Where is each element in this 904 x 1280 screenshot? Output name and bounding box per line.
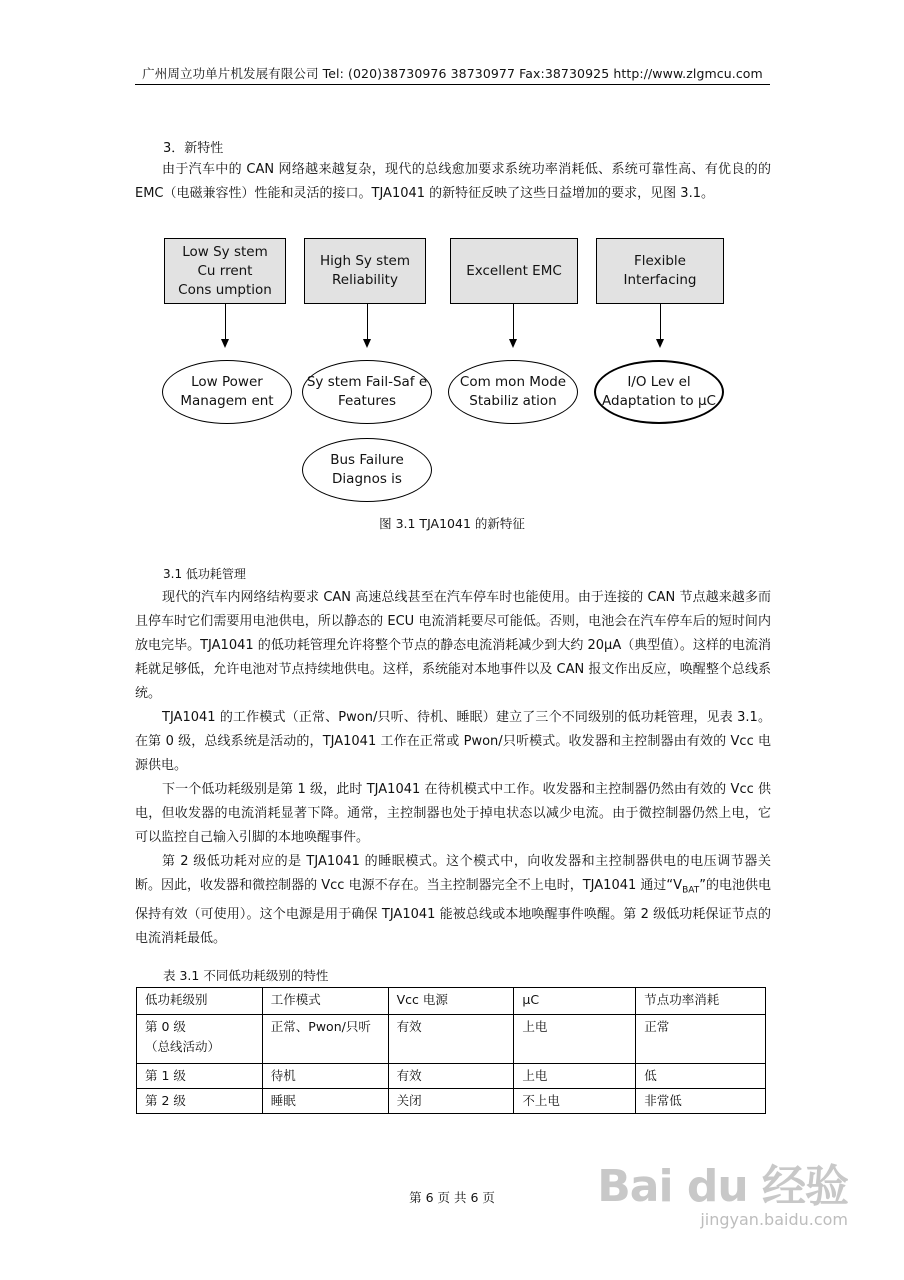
box-low-system-current: Low Sy stem Cu rrent Cons umption [164, 238, 286, 304]
ellipse-low-power-management: Low Power Managem ent [162, 360, 292, 424]
table-cell: 有效 [388, 1064, 514, 1089]
arrow-line-4 [660, 304, 661, 340]
page-footer: 第 6 页 共 6 页 [409, 1190, 495, 1205]
paragraph-2: TJA1041 的工作模式（正常、Pwon/只听、待机、睡眠）建立了三个不同级别的低功耗管理，见表 3.1。在第 0 级，总线系统是活动的，TJA1041 工作在正常或 Pwon/只听模式。收发器和主控制器由有效的 Vcc 电源供电。 [135, 710, 771, 773]
ellipse-common-mode-stabilization: Com mon Mode Stabiliz ation [448, 360, 578, 424]
box-high-system-reliability: High Sy stem Reliability [304, 238, 426, 304]
ellipse-io-level-adaptation: I/O Lev el Adaptation to μC [594, 360, 724, 424]
figure-caption: 图 3.1 TJA1041 的新特征 [379, 516, 525, 531]
table-cell: 上电 [514, 1064, 636, 1089]
table-cell: 有效 [388, 1015, 514, 1064]
watermark-logo: Bai du 经验 [597, 1161, 848, 1212]
box-flexible-interfacing: Flexible Interfacing [596, 238, 724, 304]
table-cell: 关闭 [388, 1089, 514, 1114]
table-header-cell: 低功耗级别 [137, 988, 263, 1015]
paragraph-1: 现代的汽车内网络结构要求 CAN 高速总线甚至在汽车停车时也能使用。由于连接的 CAN 节点越来越多而且停车时它们需要用电池供电，所以静态的 ECU 电流消耗要尽可能低。否则，电池会在汽车停车后的短时间内放电完毕。TJA1041 的低功耗管理允许将整个节点的静态电流消耗减少到大约 20μA（典型值）。这样的电流消耗就足够低，允许电池对节点持续地供电。这样，系统能对本地事件以及 CAN 报文作出反应，唤醒整个总线系统。 [135, 590, 771, 701]
watermark-url: jingyan.baidu.com [700, 1210, 848, 1229]
table-cell: 上电 [514, 1015, 636, 1064]
subsection-title: 3.1 低功耗管理 [163, 567, 246, 581]
table-cell: 待机 [262, 1064, 388, 1089]
arrow-line-3 [513, 304, 514, 340]
table-cell: 正常、Pwon/只听 [262, 1015, 388, 1064]
table-cell: 第 0 级 （总线活动） [137, 1015, 263, 1064]
table-cell: 第 1 级 [137, 1064, 263, 1089]
paragraph-3: 下一个低功耗级别是第 1 级，此时 TJA1041 在待机模式中工作。收发器和主控制器仍然由有效的 Vcc 供电，但收发器的电流消耗显著下降。通常，主控制器也处于掉电状态以减少电流。由于微控制器仍然上电，它可以监控自己输入引脚的本地唤醒事件。 [135, 782, 771, 845]
arrow-head-2 [363, 339, 371, 348]
table-header-cell: Vcc 电源 [388, 988, 514, 1015]
table-row [137, 1089, 766, 1114]
table-cell: 非常低 [636, 1089, 766, 1114]
table-header-cell: 工作模式 [262, 988, 388, 1015]
arrow-head-3 [509, 339, 517, 348]
paragraph-4-part-a: 第 2 级低功耗对应的是 TJA1041 的睡眠模式。这个模式中，向收发器和主控制器供电的电压调节器关断。因此，收发器和微控制器的 Vcc 电源不存在。当主控制器完全不上电时，TJA1041 通过“V [135, 854, 771, 893]
table-cell: 不上电 [514, 1089, 636, 1114]
section-intro: 由于汽车中的 CAN 网络越来越复杂，现代的总线愈加要求系统功率消耗低、系统可靠性高、有优良的的 EMC（电磁兼容性）性能和灵活的接口。TJA1041 的新特征反映了这些日益增加的要求，见图 3.1。 [135, 162, 771, 201]
box-excellent-emc: Excellent EMC [450, 238, 578, 304]
arrow-line-2 [367, 304, 368, 340]
ellipse-fail-safe-features: Sy stem Fail-Saf e Features [302, 360, 432, 424]
arrow-head-4 [656, 339, 664, 348]
vbat-subscript: BAT [682, 885, 700, 896]
section-title: 3．新特性 [163, 141, 224, 156]
table-caption: 表 3.1 不同低功耗级别的特性 [163, 968, 329, 983]
table-cell: 低 [636, 1064, 766, 1089]
ellipse-bus-failure-diagnosis: Bus Failure Diagnos is [302, 438, 432, 502]
power-level-table [136, 987, 766, 1114]
table-cell: 睡眠 [262, 1089, 388, 1114]
table-header-cell: μC [514, 988, 636, 1015]
table-cell: 正常 [636, 1015, 766, 1064]
arrow-line-1 [225, 304, 226, 340]
header-rule [135, 84, 770, 85]
table-cell: 第 2 级 [137, 1089, 263, 1114]
table-row [137, 1015, 766, 1064]
page-header: 广州周立功单片机发展有限公司 Tel: (020)38730976 38730977 Fax:38730925 http://www.zlgmcu.com [142, 66, 763, 81]
table-row [137, 1064, 766, 1089]
arrow-head-1 [221, 339, 229, 348]
baidu-watermark [597, 1150, 848, 1229]
paragraph-4 [135, 850, 771, 951]
paragraph-4-part-b: ”的电池供电保持有效（可使用）。这个电源是用于确保 TJA1041 能被总线或本地唤醒事件唤醒。第 2 级低功耗保证节点的电流消耗最低。 [135, 878, 771, 946]
table-header-cell: 节点功率消耗 [636, 988, 766, 1015]
table-header-row [137, 988, 766, 1015]
